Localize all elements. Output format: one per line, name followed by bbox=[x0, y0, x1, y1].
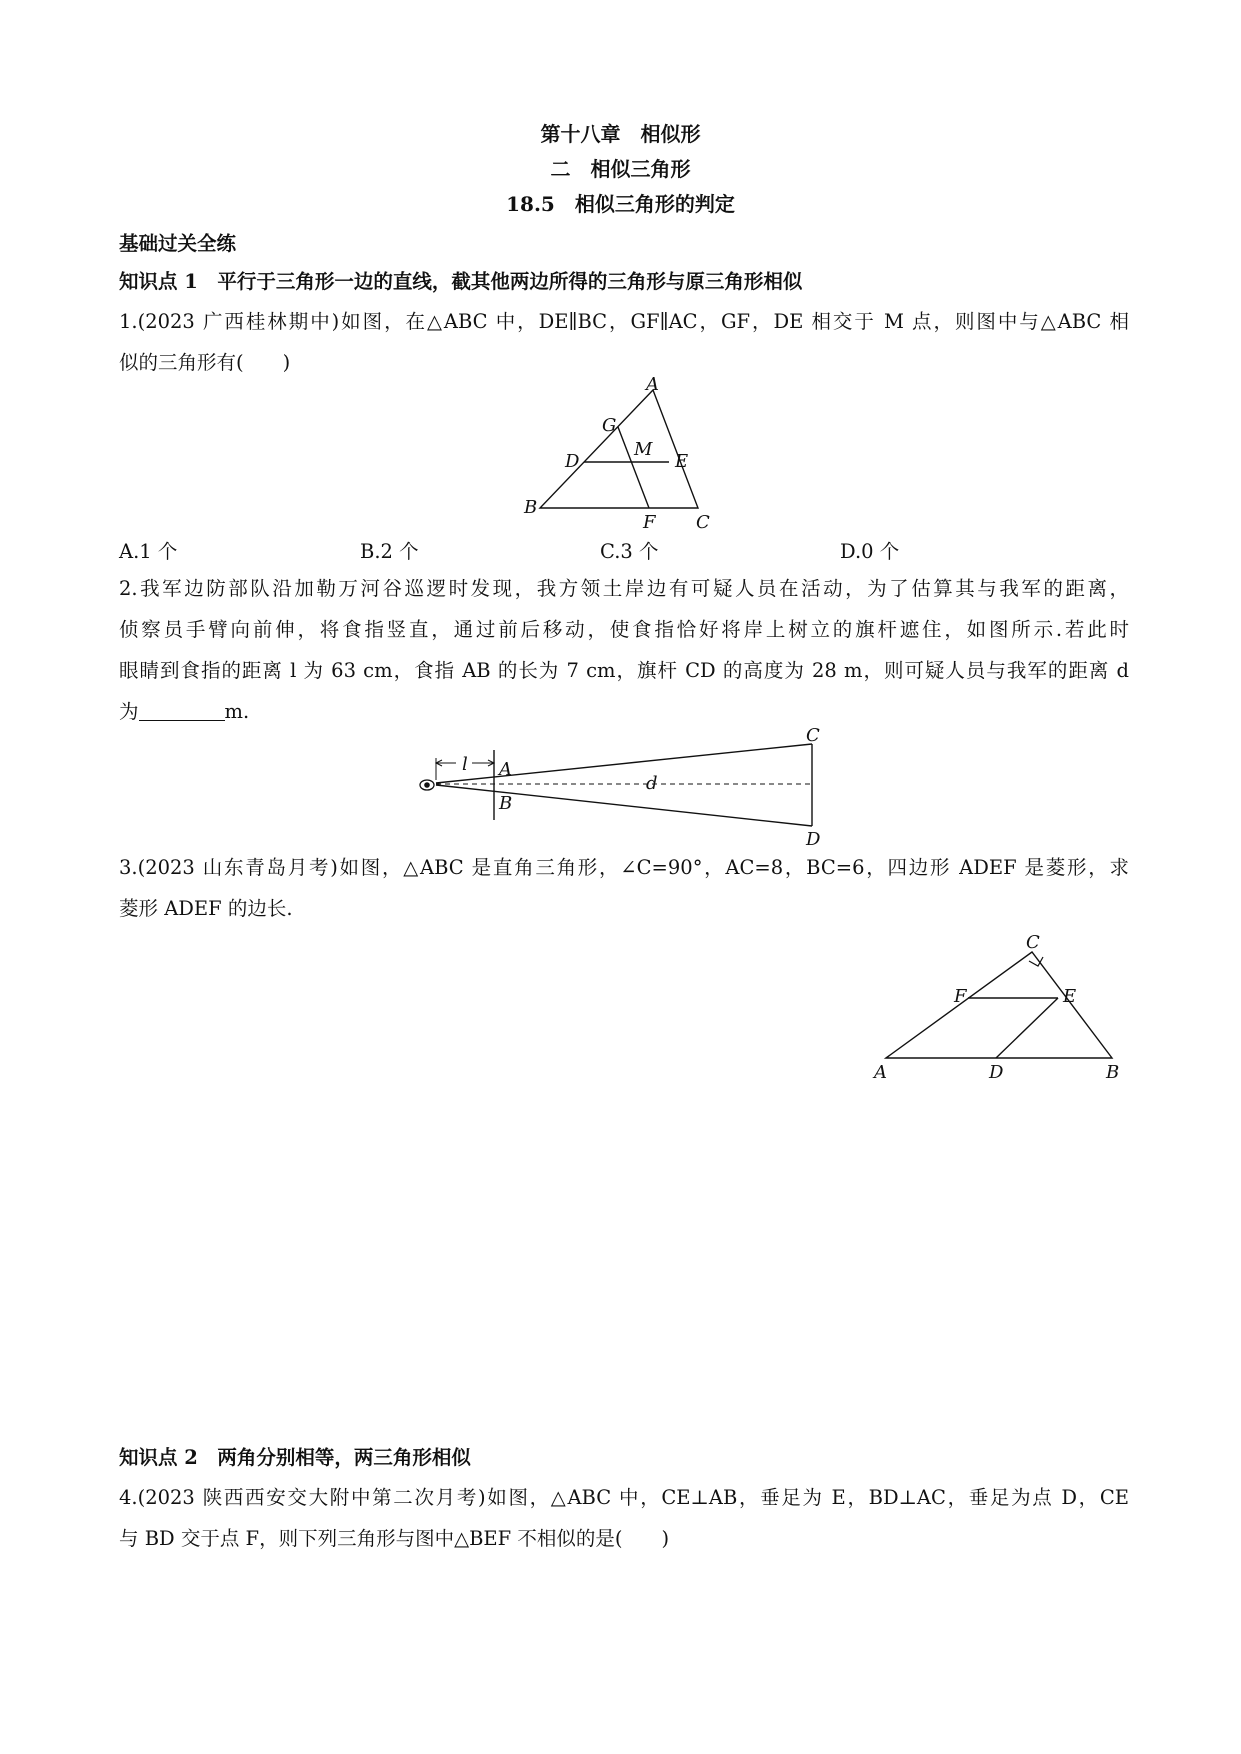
q1-option-b[interactable]: B.2 个 bbox=[360, 540, 419, 563]
label-b: B bbox=[1106, 1062, 1120, 1083]
label-g: G bbox=[602, 415, 617, 436]
q2-line4-prefix: 为 bbox=[119, 700, 139, 723]
q3-text-line2: 菱形 ADEF 的边长. bbox=[119, 897, 293, 920]
section-title: 二 相似三角形 bbox=[550, 157, 691, 181]
q1-option-c[interactable]: C.3 个 bbox=[600, 540, 659, 563]
q2-answer-blank[interactable] bbox=[139, 700, 225, 721]
label-d-distance: d bbox=[646, 773, 658, 794]
q2-text-line3: 眼睛到食指的距离 l 为 63 cm，食指 AB 的长为 7 cm，旗杆 CD 的高度为 28 m，则可疑人员与我军的距离 d bbox=[119, 659, 1129, 682]
label-c: C bbox=[1026, 932, 1040, 953]
q2-text-line1: 2.我军边防部队沿加勒万河谷巡逻时发现，我方领土岸边有可疑人员在活动，为了估算其与我军的距离， bbox=[119, 577, 1129, 600]
q1-option-a[interactable]: A.1 个 bbox=[119, 540, 178, 563]
label-d: D bbox=[806, 829, 821, 850]
label-d: D bbox=[989, 1062, 1004, 1083]
label-a: A bbox=[499, 759, 512, 780]
q3-rhombus-figure bbox=[860, 930, 1140, 1083]
label-c: C bbox=[696, 512, 710, 533]
q1-text-line1: 1.(2023 广西桂林期中)如图，在△ABC 中，DE∥BC，GF∥AC，GF，DE 相交于 M 点，则图中与△ABC 相 bbox=[119, 310, 1129, 333]
triangle-abc bbox=[540, 390, 698, 508]
sight-line-bottom bbox=[436, 785, 812, 826]
q1-triangle-figure bbox=[520, 374, 740, 533]
eye-icon bbox=[420, 780, 434, 790]
label-l: l bbox=[462, 754, 468, 775]
triangle-abc bbox=[886, 952, 1112, 1058]
q4-text-line2: 与 BD 交于点 F，则下列三角形与图中△BEF 不相似的是( ) bbox=[119, 1527, 670, 1550]
q2-text-line4 bbox=[119, 698, 1129, 726]
knowledge-point-2: 知识点 2 两角分别相等，两三角形相似 bbox=[119, 1446, 471, 1469]
label-e: E bbox=[675, 451, 689, 472]
chapter-title: 第十八章 相似形 bbox=[540, 122, 701, 146]
label-b: B bbox=[524, 497, 538, 518]
q2-text-line2: 侦察员手臂向前伸，将食指竖直，通过前后移动，使食指恰好将岸上树立的旗杆遮住，如图所示.若此时 bbox=[119, 618, 1129, 641]
q3-text-line1: 3.(2023 山东青岛月考)如图，△ABC 是直角三角形，∠C=90°，AC=8，BC=6，四边形 ADEF 是菱形，求 bbox=[119, 856, 1129, 879]
q1-option-d[interactable]: D.0 个 bbox=[840, 540, 900, 563]
label-f: F bbox=[954, 986, 967, 1007]
label-f: F bbox=[643, 512, 656, 533]
practice-heading: 基础过关全练 bbox=[119, 232, 237, 255]
label-c: C bbox=[806, 725, 820, 746]
q2-flagpole-figure bbox=[410, 725, 830, 850]
q4-text-line1: 4.(2023 陕西西安交大附中第二次月考)如图，△ABC 中，CE⊥AB，垂足为 E，BD⊥AC，垂足为点 D，CE bbox=[119, 1486, 1129, 1509]
q2-line4-suffix: m. bbox=[224, 700, 250, 723]
label-a: A bbox=[646, 374, 659, 395]
label-a: A bbox=[874, 1062, 887, 1083]
label-m: M bbox=[634, 439, 653, 460]
segment-de bbox=[996, 998, 1058, 1058]
knowledge-point-1: 知识点 1 平行于三角形一边的直线，截其他两边所得的三角形与原三角形相似 bbox=[119, 270, 803, 293]
q1-text-line2: 似的三角形有( ) bbox=[119, 351, 291, 374]
lesson-title: 18.5 相似三角形的判定 bbox=[506, 192, 735, 216]
label-d: D bbox=[565, 451, 580, 472]
label-b: B bbox=[499, 793, 513, 814]
label-e: E bbox=[1063, 986, 1077, 1007]
